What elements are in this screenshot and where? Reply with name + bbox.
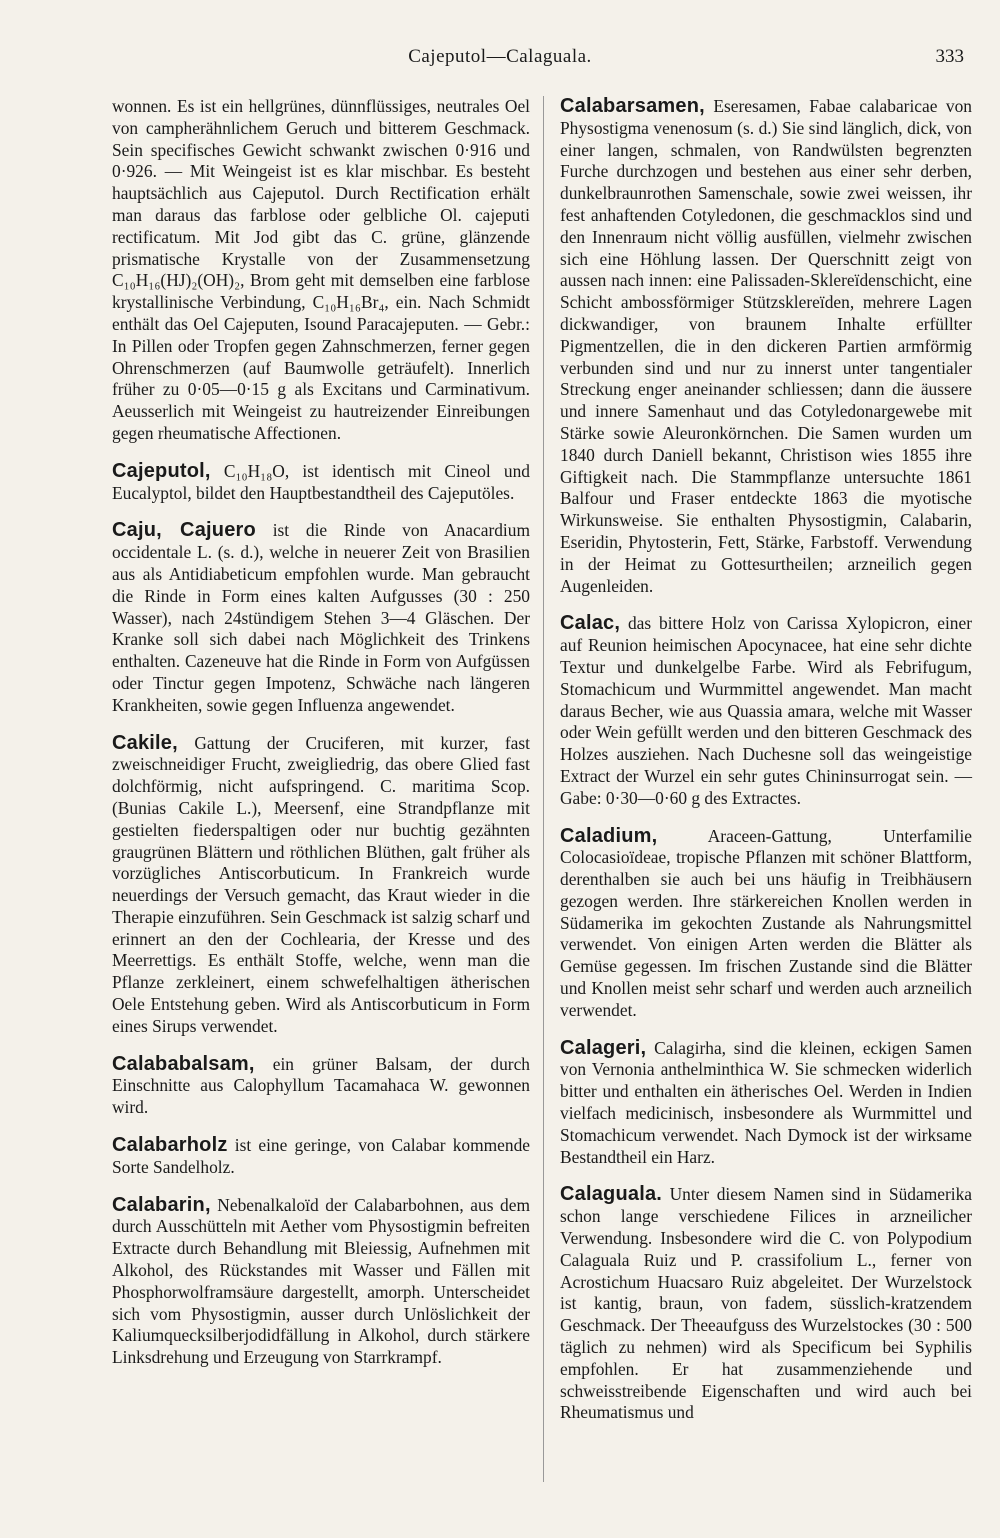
entry-text: ist die Rinde von Anacardium occidentale L. (s. d.), welche in neuerer Zeit von Brasilien aus als Antidiabeticum empfohlen wurde. Man gebraucht die Rinde in Form eines kalten Aufgusses (30 : 250 Wasser), nach 24stündigem Stehen 3—4 Gläschen. Der Kranke soll sich dabei nach Möglichkeit des Trinkens enthalten. Cazeneuve hat die Rinde in Form von Aufgüssen oder Tinctur gegen Impotenz, Schwäche nach längeren Krankheiten, sowie gegen Influenza angewendet. <box>112 520 530 715</box>
entry-text: Calagirha, sind die kleinen, eckigen Samen von Vernonia anthelminthica W. Sie schmecken widerlich bitter und enthalten ein ätherisches Oel. Werden in Indien vielfach medicinisch, insbesondere als Wurmmittel und Stomachicum verwendet. Nach Dymock ist der wirksame Bestandtheil ein Harz. <box>560 1037 972 1167</box>
dictionary-entry <box>560 826 972 1022</box>
entry-text: Unter diesem Namen sind in Südamerika schon lange verschiedene Filices in arzneilicher Verwendung. Insbesondere wird die C. von Polypodium Calaguala Ruiz und P. crassifolium L., ferner von Acrostichum Huacsaro Ruiz abgeleitet. Der Wurzelstock ist kantig, braun, von fadem, süsslich-kratzendem Geschmack. Der Theeaufguss des Wurzelstockes (30 : 500 täglich zu nehmen) wird als Specificum bei Syphilis empfohlen. Er hat zusammenziehende und schweisstreibende Eigenschaften und wird auch bei Rheumatismus und <box>560 1184 972 1423</box>
dictionary-entry <box>112 1054 530 1119</box>
entry-text: Nebenalkaloïd der Calabarbohnen, aus dem durch Ausschütteln mit Aether vom Physostigmin befreiten Extracte durch Behandlung mit Bleiessig, Aufnehmen mit Alkohol, des Rückstandes mit Wasser und Fällen mit Phosphorwolframsäure dargestellt, amorph. Unterscheidet sich vom Physostigmin, ausser durch Unlöslichkeit der Kaliumquecksilberjodidfällung in Alkohol, durch stärkere Linksdrehung und Erzeugung von Starrkrampf. <box>112 1194 530 1368</box>
entry-text: das bittere Holz von Carissa Xylopicron, einer auf Reunion heimischen Apocynacee, hat eine sehr dichte Textur und dunkelgelbe Farbe. Wird als Febrifugum, Stomachicum und Wurmmittel angewendet. Man macht daraus Becher, wie aus Quassia amara, welche mit Wasser oder Wein gefüllt werden und den bitteren Geschmack des Holzes ausziehen. Nach Duchesne soll das weingeistige Extract der Wurzel ein sehr gutes Chininsurrogat sein. — Gabe: 0·30—0·60 g des Extractes. <box>560 613 972 808</box>
dictionary-entry <box>112 1195 530 1369</box>
running-title: Cajeputol—Calaguala. <box>408 46 592 67</box>
entry-headword: Calabarholz <box>112 1134 228 1157</box>
entry-text: Gattung der Cruciferen, mit kurzer, fast zweischneidiger Frucht, zweigliedrig, das obere Glied fast dolchförmig, nicht aufspringend. C. maritima Scop. (Bunias Cakile L.), Meersenf, eine Strandpflanze mit gestielten fiederspaltigen oder nur buchtig gezähnten graugrünen Blättern und röthlichen Blüthen, galt früher als vorzügliches Antiscorbuticum. In Frankreich wurde neuerdings der Versuch gemacht, das Kraut wieder in die Therapie einzuführen. Sein Geschmack ist salzig scharf und erinnert an den der Cochlearia, der Kresse und des Meerrettigs. Es enthält Stoffe, welche, wenn man die Pflanze zerkleinert, einem schwefelhaltigen ätherischen Oele Entstehung geben. Wird als Antiscorbuticum in Form eines Sirups verwendet. <box>112 732 530 1036</box>
dictionary-entry <box>560 96 972 597</box>
entry-text: ein grüner Balsam, der durch Einschnitte aus Calophyllum Tacamahaca W. gewonnen wird. <box>112 1053 530 1118</box>
entry-headword: Calageri, <box>560 1036 647 1059</box>
dictionary-entry <box>112 96 530 445</box>
entry-text: Eseresamen, Fabae calabaricae von Physostigma venenosum (s. d.) Sie sind länglich, dick, von einer langen, schmalen, von Randwülsten begrenzten Furche durchzogen und bestehen aus einer sehr derben, dunkelbraunrothen Samenschale, sowie zwei weissen, ihr fest anhaftenden Cotyledonen, die geschmacklos sind und den Innenraum nicht völlig ausfüllen, vielmehr zwischen sich eine Höhlung lassen. Der Querschnitt zeigt von aussen nach innen: eine Palissaden-Sklereïdenschicht, eine Schicht ambossförmiger Stützsklereïden, mehrere Lagen dickwandiger, von braunem Inhalte erfüllter Pigmentzellen, die in den dickeren Partien armförmig verbunden sind und nur zu innerst unter tangentialer Streckung enger aneinander schliessen; dann die äussere und innere Samenhaut und das Cotyledonargewebe mit Stärke sowie Aleuronkörnchen. Die Samen wurden um 1840 durch Daniell bekannt, Christison wies 1855 ihre Giftigkeit nach. Die Stammpflanze untersuchte 1861 Balfour und Fraser entdeckte 1863 die myotische Wirkunsweise. Sie enthalten Physostigmin, Calabarin, Eseridin, Phytosterin, Fett, Stärke, Farbstoff. Verwendung in der Heimat zu Gottesurtheilen; arzneilich gegen Augenleiden. <box>560 96 972 596</box>
entry-headword: Caladium, <box>560 824 658 847</box>
entry-headword: Calaguala. <box>560 1183 663 1206</box>
right-column <box>560 96 972 1440</box>
dictionary-entry <box>560 613 972 809</box>
column-divider <box>543 96 544 1482</box>
entry-headword: Calababalsam, <box>112 1052 255 1075</box>
dictionary-entry <box>560 1184 972 1424</box>
entry-text: Araceen-Gattung, Unterfamilie Colocasioïdeae, tropische Pflanzen mit schöner Blattform, derenthalben sie auch bei uns häufig in Treibhäusern gezogen werden. Ihre stärkereichen Knollen werden in Südamerika im gekochten Zustande als Nahrungsmittel verwendet. Von einigen Arten werden die Blätter als Gemüse gegessen. Im frischen Zustande sind die Blätter und Knollen meist sehr scharf und werden auch arzneilich verwendet. <box>560 825 972 1020</box>
entry-headword: Cakile, <box>112 731 178 754</box>
entry-headword: Calac, <box>560 612 621 635</box>
entry-headword: Cajeputol, <box>112 459 211 482</box>
entry-text: wonnen. Es ist ein hellgrünes, dünnflüssiges, neutrales Oel von campherähnlichem Geruch und bitterem Geschmack. Sein specifisches Gewicht schwankt zwischen 0·916 und 0·926. — Mit Weingeist ist es klar mischbar. Es besteht hauptsächlich aus Cajeputol. Durch Rectification erhält man daraus das farblose oder gelbliche Ol. cajeputi rectificatum. Mit Jod gibt das C. grüne, glänzende prismatische Krystalle von der Zusammensetzung C₁₀H₁₆(HJ)₂(OH)₂, Brom geht mit demselben eine farblose krystallinische Verbindung, C₁₀H₁₆Br₄, ein. Nach Schmidt enthält das Oel Cajeputen, Isound Paracajeputen. — Gebr.: In Pillen oder Tropfen gegen Zahnschmerzen, ferner gegen Ohrenschmerzen (auf Baumwolle geträufelt). Innerlich früher zu 0·05—0·15 g als Excitans und Carminativum. Aeusserlich mit Weingeist zu hautreizender Einreibungen gegen rheumatische Affectionen. <box>112 96 530 443</box>
dictionary-entry <box>112 461 530 505</box>
dictionary-entry <box>560 1038 972 1169</box>
entry-headword: Calabarin, <box>112 1193 211 1216</box>
dictionary-entry <box>112 520 530 716</box>
entry-text: C₁₀H₁₈O, ist identisch mit Cineol und Eucalyptol, bildet den Hauptbestandtheil des Cajeputöles. <box>112 460 531 503</box>
page-number: 333 <box>935 46 964 67</box>
entry-headword: Caju, Cajuero <box>112 519 256 542</box>
running-header <box>0 46 1000 76</box>
dictionary-entry <box>112 1135 530 1179</box>
dictionary-entry <box>112 733 530 1038</box>
entry-headword: Calabarsamen, <box>560 95 705 117</box>
entry-text: ist eine geringe, von Calabar kommende Sorte Sandelholz. <box>112 1135 530 1177</box>
left-column <box>112 96 530 1385</box>
